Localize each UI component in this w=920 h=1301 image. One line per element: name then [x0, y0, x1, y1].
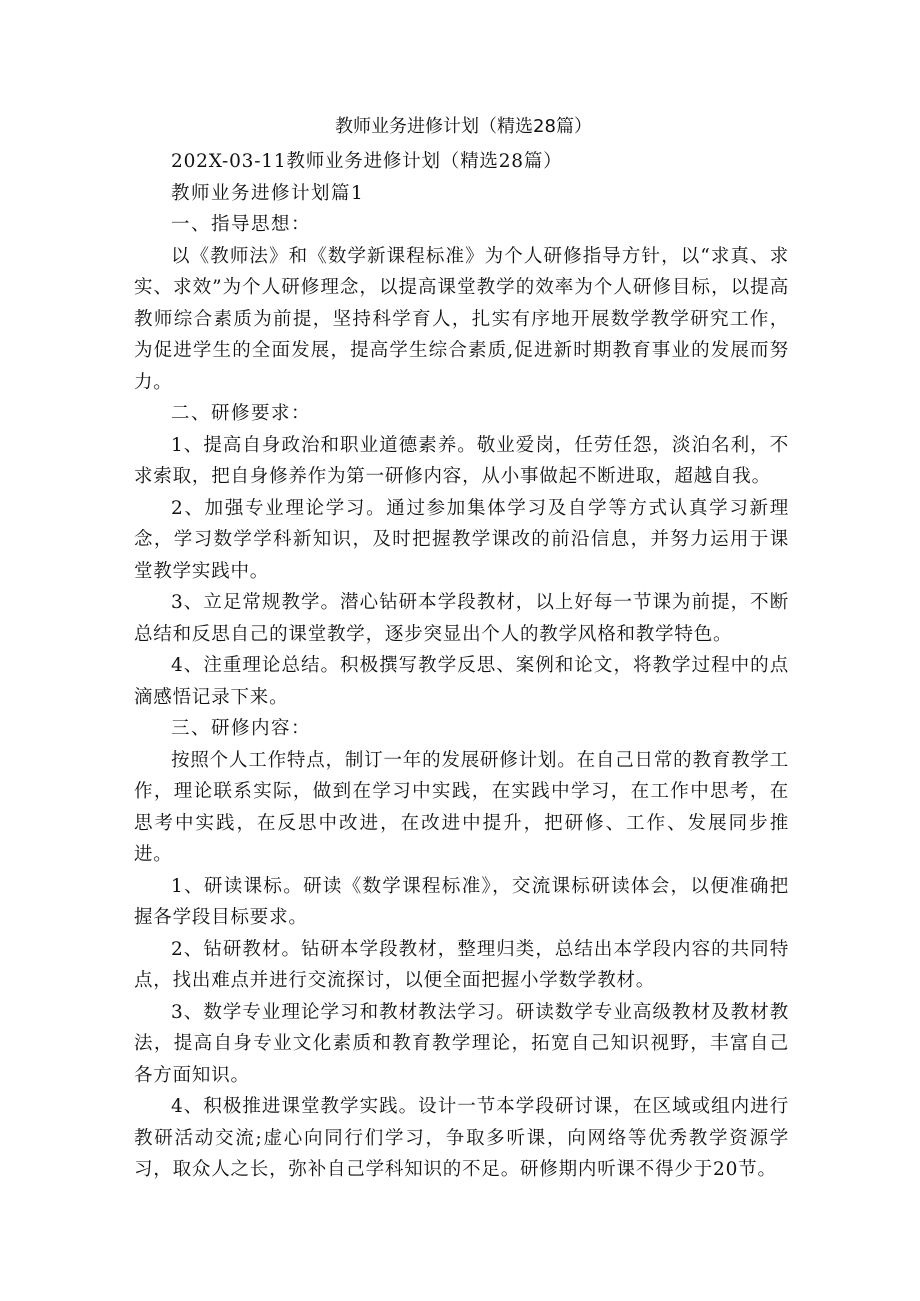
paragraph-requirement-4: 4、注重理论总结。积极撰写教学反思、案例和论文，将教学过程中的点滴感悟记录下来。 — [134, 655, 789, 708]
document-title: 教师业务进修计划（精选28篇） — [335, 116, 592, 137]
heading-guiding-thought: 一、指导思想： — [171, 214, 312, 235]
heading-content: 三、研修内容： — [171, 718, 312, 739]
heading-requirements: 二、研修要求： — [171, 403, 312, 424]
document-body — [134, 112, 789, 1186]
section-heading-plan-1: 教师业务进修计划篇1 — [171, 182, 365, 204]
paragraph-content-2: 2、钻研教材。钻研本学段教材，整理归类，总结出本学段内容的共同特点，找出难点并进行交流探讨，以便全面把握小学数学教材。 — [134, 938, 789, 991]
paragraph-content-intro: 按照个人工作特点，制订一年的发展研修计划。在自己日常的教育教学工作，理论联系实际，做到在学习中实践，在实践中学习，在工作中思考，在思考中实践，在反思中改进，在改进中提升，把研修、工作、发展同步推进。 — [134, 749, 789, 865]
paragraph-requirement-1: 1、提高自身政治和职业道德素养。敬业爱岗，任劳任怨，淡泊名利，不求索取，把自身修养作为第一研修内容，从小事做起不断进取，超越自我。 — [134, 434, 789, 487]
paragraph-content-4: 4、积极推进课堂教学实践。设计一节本学段研讨课，在区域或组内进行教研活动交流;虚心向同行们学习，争取多听课，向网络等优秀教学资源学习，取众人之长，弥补自己学科知识的不足。研修期内听课不得少于20节。 — [134, 1096, 789, 1180]
paragraph-content-3: 3、数学专业理论学习和教材教法学习。研读数学专业高级教材及教材教法，提高自身专业文化素质和教育教学理论，拓宽自己知识视野，丰富自己各方面知识。 — [134, 1001, 789, 1086]
paragraph-requirement-2: 2、加强专业理论学习。通过参加集体学习及自学等方式认真学习新理念，学习数学学科新知识，及时把握教学课改的前沿信息，并努力运用于课堂教学实践中。 — [134, 497, 789, 582]
date-line: 202X-03-11教师业务进修计划（精选28篇） — [171, 151, 563, 172]
paragraph-content-1: 1、研读课标。研读《数学课程标准》，交流课标研读体会，以便准确把握各学段目标要求。 — [134, 875, 789, 928]
paragraph-requirement-3: 3、立足常规教学。潜心钻研本学段教材，以上好每一节课为前提，不断总结和反思自己的课堂教学，逐步突显出个人的教学风格和教学特色。 — [134, 592, 789, 645]
paragraph-guiding-thought: 以《教师法》和《数学新课程标准》为个人研修指导方针，以“求真、求实、求效”为个人研修理念，以提高课堂教学的效率为个人研修目标，以提高教师综合素质为前提，坚持科学育人，扎实有序地开展数学教学研究工作，为促进学生的全面发展，提高学生综合素质,促进新时期教育事业的发展而努力。 — [134, 245, 789, 393]
